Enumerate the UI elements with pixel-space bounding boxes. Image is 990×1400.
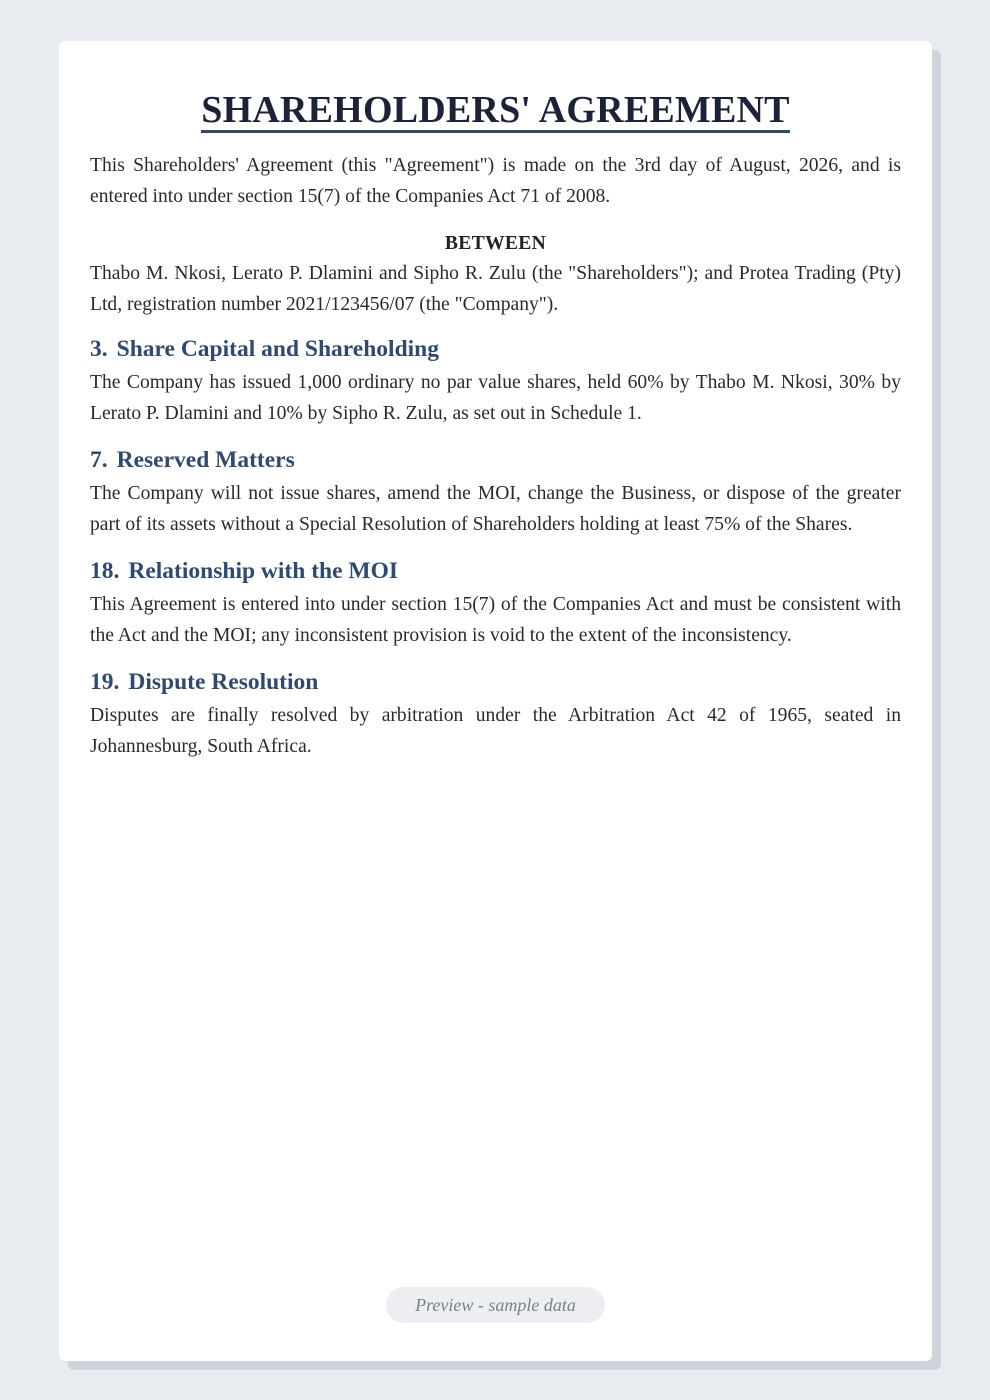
document-title: SHAREHOLDERS' AGREEMENT	[201, 89, 790, 131]
section-share-capital	[90, 332, 901, 429]
section-heading	[90, 554, 901, 588]
intro-paragraph: This Shareholders' Agreement (this "Agreement") is made on the 3rd day of August, 2026, and is entered into under section 15(7) of the Companies Act 71 of 2008.	[90, 155, 901, 207]
section-reserved-matters	[90, 443, 901, 540]
section-body: The Company will not issue shares, amend the MOI, change the Business, or dispose of the greater part of its assets without a Special Resolution of Shareholders holding at least 75% of the Shares.	[90, 483, 901, 535]
section-title: Share Capital and Shareholding	[116, 336, 439, 362]
section-number: 19.	[90, 669, 120, 695]
section-title: Dispute Resolution	[128, 669, 319, 695]
section-heading	[90, 332, 901, 366]
section-body: Disputes are finally resolved by arbitration under the Arbitration Act 42 of 1965, seated in Johannesburg, South Africa.	[90, 705, 901, 757]
section-body: The Company has issued 1,000 ordinary no par value shares, held 60% by Thabo M. Nkosi, 30% by Lerato P. Dlamini and 10% by Sipho R. Zulu, as set out in Schedule 1.	[90, 372, 901, 424]
section-dispute-resolution	[90, 665, 901, 762]
parties-paragraph: Thabo M. Nkosi, Lerato P. Dlamini and Sipho R. Zulu (the "Shareholders"); and Protea Trading (Pty) Ltd, registration number 2021/123456/07 (the "Company").	[90, 263, 901, 315]
section-heading	[90, 443, 901, 477]
section-number: 3.	[90, 336, 108, 362]
section-number: 7.	[90, 447, 108, 473]
document-page	[59, 41, 932, 1361]
section-body: This Agreement is entered into under section 15(7) of the Companies Act and must be consistent with the Act and the MOI; any inconsistent provision is void to the extent of the inconsistency.	[90, 594, 901, 646]
section-heading	[90, 665, 901, 699]
preview-badge: Preview - sample data	[386, 1287, 605, 1323]
section-title: Reserved Matters	[116, 447, 295, 473]
section-title: Relationship with the MOI	[128, 558, 398, 584]
section-number: 18.	[90, 558, 120, 584]
between-label: BETWEEN	[444, 233, 547, 254]
title-wrap	[90, 90, 901, 133]
section-relationship-moi	[90, 554, 901, 651]
